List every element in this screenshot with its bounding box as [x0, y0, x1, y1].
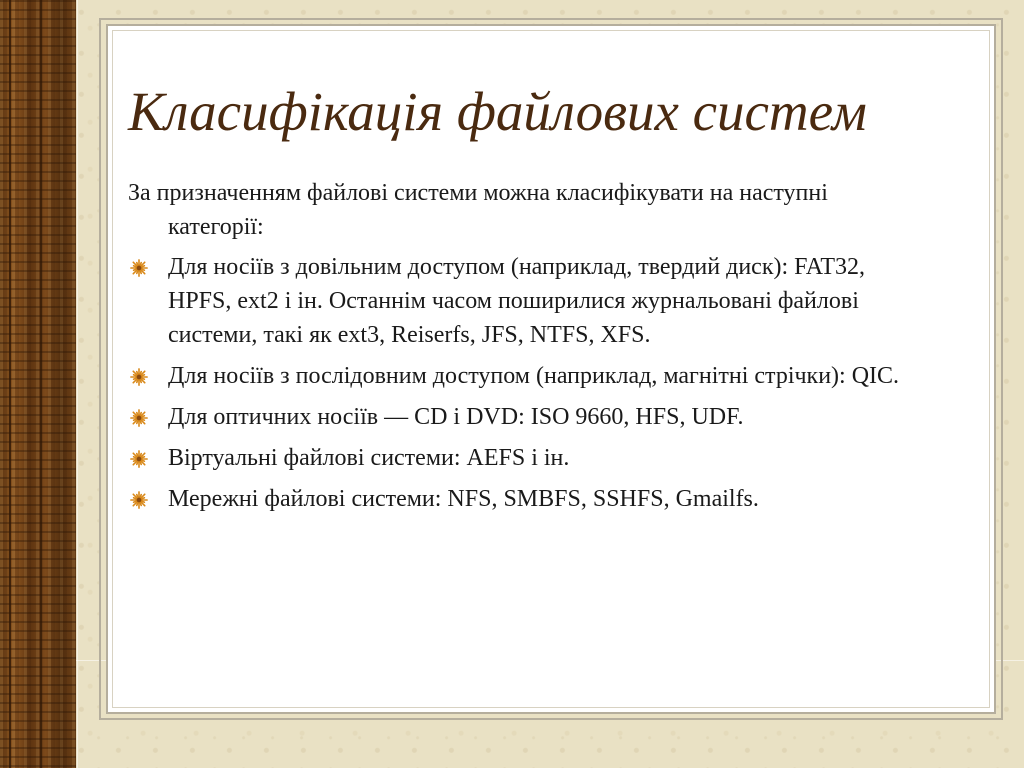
intro-paragraph: За призначенням файлові системи можна класифікувати на наступні категорії:: [128, 180, 828, 240]
list-item: [128, 482, 928, 516]
slide-title: Класифікація файлових систем: [128, 81, 867, 142]
list-item: [128, 359, 928, 393]
list-item: [128, 250, 928, 352]
list-item-text: Мережні файлові системи: NFS, SMBFS, SSHFS, Gmailfs.: [168, 486, 759, 512]
starburst-bullet-icon: [130, 259, 148, 277]
list-item-text: Для оптичних носіїв — CD і DVD: ISO 9660, HFS, UDF.: [168, 404, 744, 430]
list-item-text: Для носіїв з послідовним доступом (наприклад, магнітні стрічки): QIC.: [168, 363, 900, 389]
starburst-bullet-icon: [130, 450, 148, 468]
list-item: [128, 441, 928, 475]
slide-body: [128, 176, 928, 523]
starburst-bullet-icon: [130, 409, 148, 427]
wood-grain-strip: [0, 0, 76, 768]
background-grid-line: [77, 0, 78, 768]
starburst-bullet-icon: [130, 491, 148, 509]
starburst-bullet-icon: [130, 368, 148, 386]
category-list: [128, 250, 928, 516]
list-item-text: Віртуальні файлові системи: AEFS і ін.: [168, 445, 570, 471]
list-item: [128, 400, 928, 434]
list-item-text: Для носіїв з довільним доступом (наприклад, твердий диск): FAT32, HPFS, ext2 і ін. Останнім часом поширилися журнальовані файлові системи, такі як ext3, Reiserfs, JFS, NTFS, XFS.: [168, 254, 866, 348]
